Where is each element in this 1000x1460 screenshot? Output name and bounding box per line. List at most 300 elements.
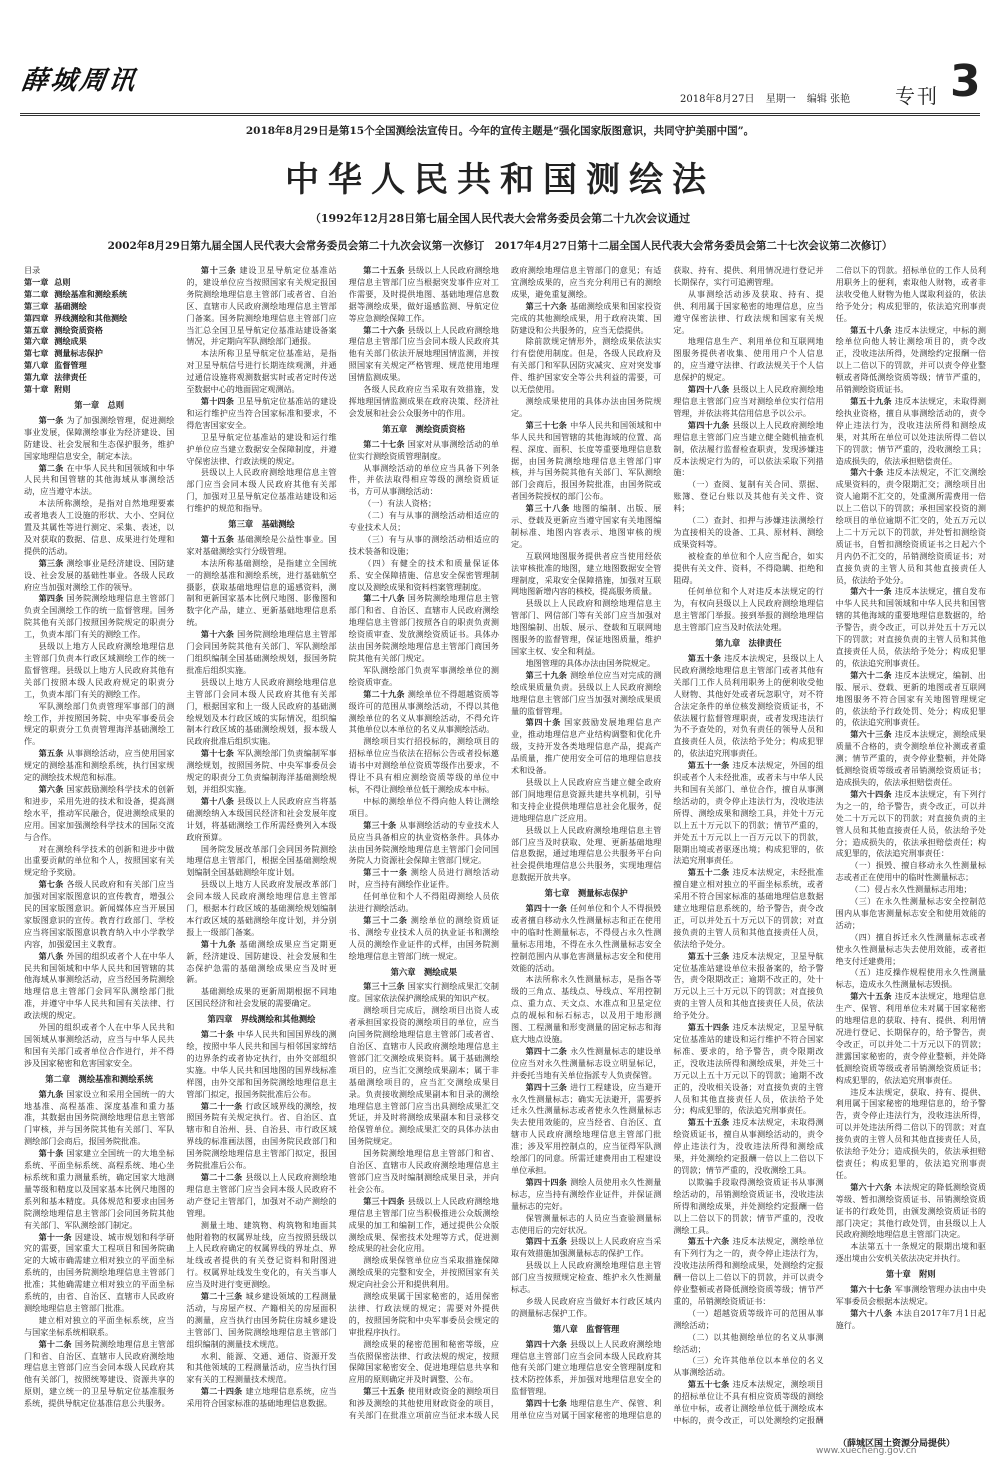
article-text: 国务院发展改革部门会同国务院测绘地理信息主管部门，根据全国基础测绘规划编制全国基础测绘年度计划。 bbox=[186, 843, 337, 878]
article-text: （三）在永久性测量标志安全控制范围内从事危害测量标志安全和使用效能的活动； bbox=[835, 896, 986, 930]
article-number: 第五十五条 bbox=[687, 1117, 730, 1128]
article-paragraph bbox=[349, 325, 499, 385]
article-text: 军事测绘管理办法由中央军事委员会根据本法规定。 bbox=[835, 1284, 986, 1306]
header-rule-thin bbox=[20, 115, 980, 116]
paragraph bbox=[24, 641, 174, 701]
article-text: 县级以上人民政府测绘地理信息主管部门应当建立健全随机抽查机制，依法履行监督检查职责，发现涉嫌违反本法规定行为的，可以依法采取下列措施： bbox=[673, 419, 824, 478]
paragraph bbox=[511, 551, 661, 599]
article-text: （一）查阅、复制有关合同、票据、账簿、登记台账以及其他有关文件、资料； bbox=[673, 479, 824, 514]
article-paragraph bbox=[186, 396, 336, 432]
toc-chapter-number: 第四章 bbox=[24, 312, 49, 323]
paragraph bbox=[24, 844, 174, 880]
article-text: 违反本法规定，县级以上人民政府测绘地理信息主管部门或者其他有关部门工作人员利用职务上的便利收受他人财物、其他好处或者玩忽职守，对不符合法定条件的单位核发测绘资质证书，不依法履行监督管理职责，或者发现违法行为不予查处的，对负有责任的领导人员和直接责任人员，依法给予处分；构成犯罪的，依法追究刑事责任。 bbox=[673, 653, 824, 759]
paragraph bbox=[349, 665, 499, 689]
article-text: 违反本法规定，外国的组织或者个人未经批准，或者未与中华人民共和国有关部门、单位合作，擅自从事测绘活动的，责令停止违法行为，没收违法所得、测绘成果和测绘工具，并处十万元以上五十万元以下的罚款；情节严重的，并处五十万元以上一百万元以下的罚款，限期出境或者驱逐出境；构成犯罪的，依法追究刑事责任。 bbox=[673, 760, 824, 866]
article-paragraph bbox=[836, 1308, 986, 1332]
paragraph bbox=[673, 336, 823, 384]
article-text: 对在测绘科学技术的创新和进步中做出重要贡献的单位和个人，按照国家有关规定给予奖励。 bbox=[24, 843, 175, 878]
adoption-note: （1992年12月28日第七届全国人民代表大会常务委员会第二十九次会议通过 bbox=[309, 212, 691, 225]
article-text: 中标的测绘单位不得向他人转让测绘项目。 bbox=[348, 795, 499, 818]
paragraph bbox=[836, 1087, 986, 1182]
article-paragraph bbox=[24, 463, 174, 499]
article-paragraph bbox=[186, 1291, 336, 1351]
paragraph bbox=[186, 844, 336, 880]
paragraph bbox=[24, 701, 174, 749]
article-number: 第四十二条 bbox=[525, 1045, 568, 1056]
article-paragraph bbox=[24, 879, 174, 950]
article-paragraph bbox=[836, 789, 986, 860]
article-paragraph bbox=[186, 1029, 336, 1100]
article-text: 违反本法规定，卫星导航定位基准站建设单位未报备案的，给予警告，责令限期改正；逾期不改正的，处十万元以上三十万元以下的罚款；对直接负责的主管人员和其他直接责任人员，依法给予处分。 bbox=[673, 950, 824, 1021]
paragraph bbox=[349, 796, 499, 820]
article-number: 第六十一条 bbox=[850, 586, 892, 597]
paragraph bbox=[511, 396, 661, 420]
article-text: 县级以上人民政府测绘地理信息主管部门应当积极推进公众版测绘成果的加工和编制工作，通过提供公众版测绘成果、保密技术处理等方式，促进测绘成果的社会化应用。 bbox=[348, 1195, 499, 1254]
article-paragraph bbox=[24, 1232, 174, 1315]
article-text: 因建设、城市规划和科学研究的需要，国家重大工程项目和国务院确定的大城市确需建立相对独立的平面坐标系统的，由国务院测绘地理信息主管部门批准；其他确需建立相对独立的平面坐标系统的，由省、自治区、直辖市人民政府测绘地理信息主管部门批准。 bbox=[24, 1231, 175, 1313]
article-number: 第四十一条 bbox=[525, 903, 568, 914]
paragraph bbox=[836, 967, 986, 991]
article-text: 保管测量标志的人员应当查验测量标志使用后的完好状况。 bbox=[510, 1212, 662, 1235]
paragraph bbox=[836, 896, 986, 932]
paragraph bbox=[186, 348, 336, 396]
article-text: 测绘单位应当对完成的测绘成果质量负责。县级以上人民政府测绘地理信息主管部门应当加强对测绘成果质量的监督管理。 bbox=[510, 669, 662, 716]
article-number: 第五十六条 bbox=[687, 1236, 730, 1247]
article-text: 县级以上人民政府和测绘地理信息主管部门、网信部门等有关部门应当加强对地图编制、出版、展示、登载和互联网地图服务的监督管理，保证地图质量，维护国家主权、安全和利益。 bbox=[510, 598, 662, 656]
article-paragraph bbox=[24, 415, 174, 463]
article-text: 国家设立和采用全国统一的大地基准、高程基准、深度基准和重力基准，其数据由国务院测绘地理信息主管部门审核，并与国务院其他有关部门、军队测绘部门会商后，报国务院批准。 bbox=[24, 1088, 175, 1147]
paragraph bbox=[511, 974, 661, 1045]
paragraph bbox=[349, 1255, 499, 1291]
article-paragraph bbox=[186, 1172, 336, 1220]
article-text: 行政区域界线的测绘，按照国务院有关规定执行。省、自治区、直辖市和自治州、县、自治县、市行政区域界线的标准画法图，由国务院民政部门和国务院测绘地理信息主管部门拟定，报国务院批准后公布。 bbox=[186, 1100, 337, 1171]
article-number: 第五十四条 bbox=[687, 1022, 730, 1033]
article-number: 第十六条 bbox=[200, 629, 235, 640]
article-text: （二）有与从事的测绘活动相适应的专业技术人员； bbox=[348, 510, 499, 533]
article-text: 外国的组织或者个人在中华人民共和国领域从事测绘活动，应当与中华人民共和国有关部门或者单位合作进行，并不得涉及国家秘密和危害国家安全。 bbox=[24, 1022, 175, 1068]
toc-chapter-number: 第五章 bbox=[24, 324, 49, 335]
article-text: 从事测绘活动的单位应当具备下列条件，并依法取得相应等级的测绘资质证书，方可从事测绘活动： bbox=[348, 462, 499, 497]
article-number: 第四十条 bbox=[525, 717, 562, 728]
article-text: 乡级人民政府应当做好本行政区域内的测量标志保护工作。 bbox=[510, 1295, 662, 1318]
article-paragraph bbox=[511, 903, 661, 974]
paragraph bbox=[673, 1177, 823, 1237]
article-text: 建立相对独立的平面坐标系统，应当与国家坐标系统相联系。 bbox=[24, 1314, 175, 1337]
article-number: 第七条 bbox=[38, 879, 64, 890]
toc-chapter-name: 界线测绘和其他测绘 bbox=[54, 312, 128, 323]
paragraph bbox=[186, 467, 336, 515]
article-number: 第三十二条 bbox=[363, 914, 408, 925]
article-number: 第五条 bbox=[38, 748, 64, 759]
paragraph bbox=[511, 1296, 661, 1320]
article-text: （五）违反操作规程使用永久性测量标志，造成永久性测量标志毁损。 bbox=[835, 967, 986, 990]
paragraph bbox=[186, 432, 336, 468]
publicity-notice: 2018年8月29日是第15个全国测绘法宣传日。今年的宣传主题是“强化国家版图意识，共同守护美丽中国”。 bbox=[245, 125, 755, 137]
toc-item bbox=[24, 384, 174, 396]
masthead bbox=[0, 0, 1000, 120]
article-text: 县级以上人民政府应当将基础测绘纳入本级国民经济和社会发展年度计划，将基础测绘工作所需经费列入本级政府预算。 bbox=[186, 795, 337, 842]
paragraph bbox=[673, 1355, 823, 1379]
article-text: 违反本法规定，测绘成果质量不合格的，责令测绘单位补测或者重测；情节严重的，责令停业整顿，并处降低测绘资质等级或者吊销测绘资质证书；造成损失的，依法承担赔偿责任。 bbox=[835, 729, 986, 787]
toc-item bbox=[24, 348, 174, 360]
article-text: 违反本法规定，编制、出版、展示、登载、更新的地图或者互联网地图服务不符合国家有关地图管理规定的，依法给予行政处罚、处分；构成犯罪的，依法追究刑事责任。 bbox=[835, 669, 986, 728]
toc-chapter-number: 第二章 bbox=[24, 288, 49, 299]
toc-chapter-number: 第一章 bbox=[24, 276, 49, 287]
article-text: 任何单位和个人对违反本法规定的行为，有权向县级以上人民政府测绘地理信息主管部门举报。接到举报的测绘地理信息主管部门应当及时依法处理。 bbox=[673, 586, 824, 633]
toc-chapter-name: 测绘基准和测绘系统 bbox=[54, 288, 128, 299]
article-paragraph bbox=[349, 1196, 499, 1256]
article-paragraph bbox=[511, 1082, 661, 1177]
article-paragraph bbox=[511, 1046, 661, 1082]
paragraph bbox=[186, 558, 336, 629]
paragraph bbox=[511, 658, 661, 670]
paragraph bbox=[836, 860, 986, 884]
article-number: 第十九条 bbox=[200, 938, 237, 949]
paragraph bbox=[511, 777, 661, 825]
article-number: 第三十三条 bbox=[363, 981, 405, 992]
paragraph bbox=[349, 736, 499, 796]
article-paragraph bbox=[186, 1386, 336, 1410]
paragraph bbox=[24, 498, 174, 558]
article-paragraph bbox=[24, 1339, 174, 1410]
article-text: 国家实行测绘成果汇交制度。国家依法保护测绘成果的知识产权。 bbox=[348, 981, 499, 1004]
paragraph bbox=[836, 932, 986, 968]
paragraph bbox=[349, 1148, 499, 1196]
article-number: 第二十三条 bbox=[200, 1291, 243, 1302]
chapter-heading: 第十章 附则 bbox=[885, 1269, 936, 1280]
toc-chapter-number: 第九章 bbox=[24, 372, 49, 383]
article-text: 县级以上人民政府应当采取有效措施加强测量标志的保护工作。 bbox=[510, 1236, 662, 1259]
article-number: 第四十五条 bbox=[525, 1236, 568, 1247]
article-text: 任何单位和个人不得损毁或者擅自移动永久性测量标志和正在使用中的临时性测量标志，不得侵占永久性测量标志用地，不得在永久性测量标志安全控制范围内从事危害测量标志安全和使用效能的活动。 bbox=[510, 903, 662, 973]
article-paragraph bbox=[349, 439, 499, 463]
article-paragraph bbox=[673, 951, 823, 1022]
article-number: 第六十六条 bbox=[850, 1181, 892, 1192]
paragraph bbox=[349, 534, 499, 558]
article-paragraph bbox=[349, 867, 499, 891]
article-text: 县级以上人民政府测绘地理信息主管部门应当及时获取、处理、更新基础地理信息数据，通过地理信息公共服务平台向社会提供地理信息公共服务，实现地理信息数据开放共享。 bbox=[510, 824, 662, 883]
article-number: 第十八条 bbox=[200, 795, 235, 806]
article-number: 第十二条 bbox=[38, 1338, 72, 1349]
article-text: 违反本法规定，未经批准擅自建立相对独立的平面坐标系统，或者采用不符合国家标准的基础地理信息数据建立地理信息系统的，给予警告，责令改正，可以并处五十万元以下的罚款；对直接负责的主管人员和其他直接责任人员，依法给予处分。 bbox=[673, 867, 824, 949]
article-text: 军队测绘部门负责军事测绘单位的测绘资质审查。 bbox=[348, 664, 499, 687]
article-number: 第六十五条 bbox=[850, 991, 892, 1002]
article-paragraph bbox=[673, 420, 823, 480]
chapter-heading: 第七章 测量标志保护 bbox=[544, 888, 628, 899]
article-paragraph bbox=[673, 384, 823, 420]
toc-title: 目录 bbox=[24, 265, 41, 275]
article-text: 国务院测绘地理信息主管部门会同国务院其他有关部门、军队测绘部门组织编制全国基础测绘规划，报国务院批准后组织实施。 bbox=[186, 629, 337, 675]
article-paragraph bbox=[186, 1101, 336, 1172]
article-text: 测绘成果使用的具体办法由国务院规定。 bbox=[510, 395, 662, 418]
article-text: 从事测绘活动的专业技术人员应当具备相应的执业资格条件。具体办法由国务院测绘地理信息主管部门会同国务院人力资源社会保障主管部门规定。 bbox=[348, 819, 499, 866]
article-number: 第五十八条 bbox=[850, 324, 892, 335]
article-number: 第三十九条 bbox=[525, 669, 568, 680]
article-text: （二）以其他测绘单位的名义从事测绘活动； bbox=[673, 1331, 824, 1354]
article-number: 第二十七条 bbox=[363, 438, 405, 449]
paragraph bbox=[511, 336, 661, 396]
article-paragraph bbox=[673, 1022, 823, 1117]
article-text: （四）擅自拆迁永久性测量标志或者使永久性测量标志失去使用效能，或者拒绝支付迁建费用； bbox=[835, 931, 986, 966]
article-text: 被检查的单位和个人应当配合，如实提供有关文件、资料，不得隐瞒、拒绝和阻碍。 bbox=[673, 550, 824, 585]
article-text: 测绘项目完成后，测绘项目出资人或者承担国家投资的测绘项目的单位，应当向国务院测绘地理信息主管部门或者省、自治区、直辖市人民政府测绘地理信息主管部门汇交测绘成果资料。属于基础测绘项目的，应当汇交测绘成果副本；属于非基础测绘项目的，应当汇交测绘成果目录。负责接收测绘成果副本和目录的测绘地理信息主管部门应当出具测绘成果汇交凭证，并及时将测绘成果副本和目录移交给保管单位。测绘成果汇交的具体办法由国务院规定。 bbox=[348, 1005, 499, 1147]
paragraph bbox=[673, 551, 823, 587]
paragraph bbox=[511, 1260, 661, 1296]
article-number: 第六十八条 bbox=[850, 1307, 893, 1318]
article-text: 互联网地图服务提供者应当使用经依法审核批准的地图，建立地图数据安全管理制度，采取安全保障措施，加强对互联网地图新增内容的核校，提高服务质量。 bbox=[510, 550, 662, 597]
article-text: 县级以上地方人民政府测绘地理信息主管部门会同本级人民政府其他有关部门，根据国家和上一级人民政府的基础测绘规划及本行政区域的实际情况，组织编制本行政区域的基础测绘规划，报本级人民政府批准后组织实施。 bbox=[186, 676, 337, 747]
article-text: 违反本法规定，不汇交测绘成果资料的，责令限期汇交；测绘项目出资人逾期不汇交的，处重测所需费用一倍以上二倍以下的罚款；承担国家投资的测绘项目的单位逾期不汇交的，处五万元以上二十万元以下的罚款，并处暂扣测绘资质证书，自暂扣测绘资质证书之日起六个月内仍不汇交的，吊销测绘资质证书；对直接负责的主管人员和其他直接责任人员，依法给予处分。 bbox=[835, 467, 986, 585]
article-text: 县级以上地方人民政府发展改革部门会同本级人民政府测绘地理信息主管部门，根据本行政区域的基础测绘规划编制本行政区域的基础测绘年度计划，并分别报上一级部门备案。 bbox=[186, 879, 337, 937]
article-number: 第三十一条 bbox=[363, 867, 408, 878]
article-paragraph bbox=[24, 748, 174, 784]
toc-chapter-number: 第十章 bbox=[24, 384, 49, 395]
article-paragraph bbox=[24, 1089, 174, 1149]
article-paragraph bbox=[349, 915, 499, 963]
article-paragraph bbox=[673, 867, 823, 950]
paragraph bbox=[186, 986, 336, 1010]
article-text: 各级人民政府应当采取有效措施，发挥地理国情监测成果在政府决策、经济社会发展和社会公众服务中的作用。 bbox=[348, 384, 499, 418]
article-text: 测绘人员进行测绘活动时，应当持有测绘作业证件。 bbox=[348, 867, 499, 890]
article-number: 第二十六条 bbox=[363, 324, 405, 335]
toc-item bbox=[24, 313, 174, 325]
article-paragraph bbox=[349, 820, 499, 868]
article-paragraph bbox=[186, 796, 336, 844]
article-number: 第三十六条 bbox=[525, 300, 568, 311]
article-text: 测绘人员使用永久性测量标志，应当持有测绘作业证件，并保证测量标志的完好。 bbox=[510, 1176, 662, 1211]
section-label: 专刊 bbox=[895, 84, 939, 108]
article-number: 第十七条 bbox=[200, 748, 235, 759]
article-paragraph bbox=[24, 558, 174, 594]
article-paragraph bbox=[836, 325, 986, 396]
paragraph bbox=[836, 884, 986, 896]
page-number: 3 bbox=[950, 56, 981, 107]
article-text: 县级以上人民政府测绘地理信息主管部门应当根据突发事件应对工作需要，及时提供地图、基础地理信息数据等测绘成果，做好遥感监测、导航定位等应急测绘保障工作。 bbox=[348, 265, 499, 323]
paragraph bbox=[24, 1315, 174, 1339]
article-text: 本法自2017年7月1日起施行。 bbox=[835, 1307, 986, 1330]
article-text: 在中华人民共和国领域和中华人民共和国管辖的其他海域从事测绘活动，应当遵守本法。 bbox=[24, 462, 175, 497]
article-number: 第五十七条 bbox=[687, 1379, 730, 1390]
table-of-contents bbox=[24, 277, 174, 396]
toc-chapter-name: 测绘成果 bbox=[54, 336, 87, 347]
article-number: 第四十七条 bbox=[525, 1398, 568, 1409]
article-number: 第二十五条 bbox=[363, 265, 405, 275]
article-paragraph bbox=[511, 503, 661, 551]
toc-item bbox=[24, 372, 174, 384]
article-number: 第二十二条 bbox=[200, 1171, 243, 1182]
article-text: 违反本法规定，测绘项目的招标单位让不具有相应资质等级的测绘单位中标，或者让测绘单位低于测绘成本中标的，责令改正，可以处测绘约定报酬二倍以下的罚款。招标单位的工作人员利用职务上的便利，索取他人财物，或者非法收受他人财物为他人谋取利益的，依法给予处分；构成犯罪的，依法追究刑事责任。 bbox=[673, 265, 986, 1425]
article-text: 以欺骗手段取得测绘资质证书从事测绘活动的，吊销测绘资质证书，没收违法所得和测绘成果，并处测绘约定报酬一倍以上二倍以下的罚款；情节严重的，没收测绘工具。 bbox=[673, 1176, 824, 1235]
article-paragraph bbox=[24, 1148, 174, 1231]
article-paragraph bbox=[836, 467, 986, 586]
article-number: 第五十二条 bbox=[687, 867, 730, 878]
article-text: 县级以上地方人民政府测绘地理信息主管部门负责本行政区域测绘工作的统一监督管理。县级以上地方人民政府其他有关部门按照本级人民政府规定的职责分工，负责本部门有关的测绘工作。 bbox=[24, 641, 175, 699]
article-text: 中华人民共和国国界线的测绘，按照中华人民共和国与相邻国家缔结的边界条约或者协定执行，由外交部组织实施。中华人民共和国地图的国界线标准样图，由外交部和国务院测绘地理信息主管部门拟定，报国务院批准后公布。 bbox=[186, 1029, 337, 1099]
article-text: 军队测绘部门负责管理军事部门的测绘工作，并按照国务院、中央军事委员会规定的职责分工负责管理海洋基础测绘工作。 bbox=[24, 700, 175, 747]
article-paragraph bbox=[836, 991, 986, 1086]
article-text: 县级以上人民政府应当建立健全政府部门间地理信息资源共建共享机制，引导和支持企业提供地理信息社会化服务，促进地理信息广泛应用。 bbox=[510, 776, 662, 823]
article-text: 县级以上人民政府测绘地理信息主管部门应当会同本级人民政府其他有关部门，加强对卫星导航定位基准站建设和运行维护的规范和指导。 bbox=[186, 467, 337, 514]
article-text: 地理信息生产、保管、利用单位应当对属于国家秘密的地理信息的获取、持有、提供、利用情况进行登记并长期保存，实行可追溯管理。 bbox=[510, 265, 824, 1421]
article-number: 第四十三条 bbox=[525, 1081, 568, 1092]
toc-item bbox=[24, 325, 174, 337]
toc-chapter-name: 附则 bbox=[54, 384, 71, 395]
article-text: 建立地理信息系统，应当采用符合国家标准的基础地理信息数据。 bbox=[186, 1386, 337, 1409]
article-paragraph bbox=[349, 981, 499, 1005]
article-number: 第六十七条 bbox=[850, 1284, 892, 1295]
article-text: 本法所称卫星导航定位基准站，是指对卫星导航信号进行长期连续观测，并通过通信设施将观测数据实时或者定时传送至数据中心的地面固定观测站。 bbox=[186, 348, 337, 395]
toc-chapter-number: 第六章 bbox=[24, 336, 49, 347]
article-text: 基础测绘成果和国家投资完成的其他测绘成果，用于政府决策、国防建设和公共服务的，应当无偿提供。 bbox=[510, 300, 662, 335]
paragraph bbox=[349, 1339, 499, 1387]
paragraph bbox=[186, 879, 336, 939]
article-text: 测绘成果属于国家秘密的，适用保密法律、行政法规的规定；需要对外提供的，按照国务院和中央军事委员会规定的审批程序执行。 bbox=[348, 1291, 499, 1337]
site-watermark: www.xuecheng.gov.cn bbox=[816, 1446, 917, 1456]
article-text: 国务院测绘地理信息主管部门和省、自治区、直辖市人民政府测绘地理信息主管部门应当及时编制测绘成果目录，并向社会公布。 bbox=[348, 1148, 499, 1194]
article-number: 第六十三条 bbox=[850, 729, 892, 740]
toc-chapter-number: 第八章 bbox=[24, 360, 49, 371]
paragraph bbox=[349, 1291, 499, 1339]
article-text: 违反本法规定，获取、持有、提供、利用属于国家秘密的地理信息的，给予警告，责令停止违法行为，没收违法所得，可以并处违法所得二倍以下的罚款；对直接负责的主管人员和其他直接责任人员，依法给予处分；造成损失的，依法承担赔偿责任；构成犯罪的，依法追究刑事责任。 bbox=[835, 1086, 986, 1180]
toc-chapter-name: 测量标志保护 bbox=[54, 348, 103, 359]
article-text: 基础测绘是公益性事业。国家对基础测绘实行分级管理。 bbox=[186, 533, 337, 556]
paragraph bbox=[511, 825, 661, 885]
page-title: 中华人民共和国测绘法 bbox=[285, 160, 715, 200]
article-paragraph bbox=[836, 1182, 986, 1242]
article-number: 第九条 bbox=[38, 1088, 64, 1099]
article-text: 外国的组织或者个人在中华人民共和国领域和中华人民共和国管辖的其他海域从事测绘活动，应当经国务院测绘地理信息主管部门会同军队测绘部门批准，并遵守中华人民共和国有关法律、行政法规的规定。 bbox=[24, 950, 175, 1021]
article-paragraph bbox=[511, 1236, 661, 1260]
article-number: 第五十条 bbox=[687, 653, 722, 663]
article-text: 建设卫星导航定位基准站的，建设单位应当按照国家有关规定报国务院测绘地理信息主管部门或者省、自治区、直辖市人民政府测绘地理信息主管部门备案。国务院测绘地理信息主管部门应当汇总全国卫星导航定位基准站建设备案情况，并定期向军队测绘部门通报。 bbox=[186, 265, 337, 347]
article-number: 第四十九条 bbox=[687, 419, 730, 430]
toc-chapter-name: 测绘资质资格 bbox=[54, 324, 103, 335]
article-number: 第二十八条 bbox=[363, 593, 405, 604]
toc-chapter-name: 总则 bbox=[54, 276, 71, 287]
article-paragraph bbox=[836, 729, 986, 789]
article-number: 第二条 bbox=[38, 462, 64, 473]
paragraph bbox=[349, 463, 499, 499]
revision-note: 2002年8月29日第九届全国人民代表大会常务委员会第二十九次会议第一次修订 2017年4月27日第十二届全国人民代表大会常务委员会第二十七次会议第二次修订） bbox=[107, 240, 893, 252]
newspaper-logo: 薛城周讯 bbox=[19, 66, 140, 96]
paragraph bbox=[836, 1241, 986, 1265]
paragraph bbox=[349, 498, 499, 510]
article-paragraph bbox=[511, 1177, 661, 1213]
article-text: 国家对从事测绘活动的单位实行测绘资质管理制度。 bbox=[348, 438, 499, 461]
chapter-heading: 第五章 测绘资质资格 bbox=[382, 423, 466, 434]
toc-chapter-number: 第三章 bbox=[24, 300, 49, 311]
article-number: 第六十条 bbox=[850, 467, 884, 478]
article-text: 国家鼓励发展地理信息产业，推动地理信息产业结构调整和优化升级，支持开发各类地理信息产品，提高产品质量，推广使用安全可信的地理信息技术和设备。 bbox=[510, 717, 662, 776]
article-number: 第四十八条 bbox=[687, 384, 730, 395]
editor-credit: 编辑 张艳 bbox=[806, 94, 851, 105]
article-text: 水利、能源、交通、通信、资源开发和其他领域的工程测量活动，应当执行国家有关的工程测量技术规范。 bbox=[186, 1350, 337, 1385]
law-body bbox=[24, 265, 986, 1433]
article-text: 国务院测绘地理信息主管部门和省、自治区、直辖市人民政府测绘地理信息主管部门应当会同本级人民政府其他有关部门，按照统筹建设、资源共享的原则，建立统一的卫星导航定位基准服务系统，提供导航定位基准信息公共服务。 bbox=[24, 1338, 175, 1409]
paragraph bbox=[186, 677, 336, 748]
article-text: 从事测绘活动，应当使用国家规定的测绘基准和测绘系统，执行国家规定的测绘技术规范和标准。 bbox=[24, 748, 175, 783]
article-text: 违反本法规定，擅自发布中华人民共和国领域和中华人民共和国管辖的其他海域的重要地理信息数据的，给予警告，责令改正，可以并处五十万元以下的罚款；对直接负责的主管人员和其他直接责任人员，依法给予处分；构成犯罪的，依法追究刑事责任。 bbox=[835, 586, 986, 668]
article-text: 本法规定的降低测绘资质等级、暂扣测绘资质证书、吊销测绘资质证书的行政处罚，由颁发测绘资质证书的部门决定；其他行政处罚，由县级以上人民政府测绘地理信息主管部门决定。 bbox=[835, 1181, 986, 1240]
paragraph bbox=[186, 1220, 336, 1291]
paragraph bbox=[673, 479, 823, 515]
article-number: 第二十条 bbox=[200, 1029, 235, 1040]
article-text: 军队测绘部门负责编制军事测绘规划，按照国务院、中央军事委员会规定的职责分工负责编制海洋基础测绘规划，并组织实施。 bbox=[186, 748, 337, 794]
article-number: 第四十四条 bbox=[525, 1176, 568, 1187]
article-text: 测量土地、建筑物、构筑物和地面其他附着物的权属界址线，应当按照县级以上人民政府确定的权属界线的界址点、界址线或者提供的有关登记资料和附图进行。权属界址线发生变化的，有关当事人应当及时进行变更测绘。 bbox=[186, 1219, 337, 1290]
paragraph bbox=[673, 586, 823, 634]
article-text: 违反本法规定，中标的测绘单位向他人转让测绘项目的，责令改正，没收违法所得，处测绘约定报酬一倍以上二倍以下的罚款，并可以责令停业整顿或者降低测绘资质等级；情节严重的，吊销测绘资质证书。 bbox=[835, 324, 986, 395]
paragraph bbox=[511, 1213, 661, 1237]
paragraph bbox=[673, 1308, 823, 1332]
article-number: 第六条 bbox=[38, 783, 64, 794]
article-text: 各级人民政府和有关部门应当加强对国家版图意识的宣传教育，增强公民的国家版图意识。新闻媒体应当开展国家版图意识的宣传。教育行政部门、学校应当将国家版图意识教育纳入中小学教学内容，加强爱国主义教育。 bbox=[24, 879, 175, 949]
article-paragraph bbox=[511, 301, 661, 337]
chapter-heading: 第六章 测绘成果 bbox=[390, 966, 458, 977]
article-paragraph bbox=[511, 717, 661, 777]
article-paragraph bbox=[349, 689, 499, 737]
article-text: （一）损毁、擅自移动永久性测量标志或者正在使用中的临时性测量标志； bbox=[835, 860, 986, 883]
article-text: 地图的编制、出版、展示、登载及更新应当遵守国家有关地图编制标准、地图内容表示、地图审核的规定。 bbox=[510, 503, 662, 549]
issue-weekday: 星期一 bbox=[765, 94, 796, 105]
article-text: 测绘单位不得超越资质等级许可的范围从事测绘活动，不得以其他测绘单位的名义从事测绘活动，不得允许其他单位以本单位的名义从事测绘活动。 bbox=[348, 688, 499, 735]
header-rule bbox=[20, 113, 980, 114]
article-text: 国家鼓励测绘科学技术的创新和进步，采用先进的技术和设备，提高测绘水平，推动军民融合，促进测绘成果的应用。国家加强测绘科学技术的国际交流与合作。 bbox=[24, 783, 175, 842]
article-number: 第二十四条 bbox=[200, 1386, 243, 1397]
article-text: 测绘成果的秘密范围和秘密等级，应当依照保密法律、行政法规的规定，按照保障国家秘密安全、促进地理信息共享和应用的原则确定并及时调整、公布。 bbox=[348, 1338, 499, 1385]
article-number: 第八条 bbox=[38, 950, 64, 961]
article-number: 第十三条 bbox=[200, 265, 237, 275]
article-paragraph bbox=[836, 670, 986, 730]
article-number: 第五十九条 bbox=[850, 395, 892, 406]
issue-date: 2018年8月27日 bbox=[680, 94, 755, 105]
article-text: 县级以上人民政府测绘地理信息主管部门应当会同本级人民政府不动产登记主管部门，加强对不动产测绘的管理。 bbox=[186, 1171, 337, 1218]
article-paragraph bbox=[186, 939, 336, 987]
article-number: 第一条 bbox=[38, 414, 64, 425]
article-text: （一）有法人资格； bbox=[363, 498, 437, 509]
article-paragraph bbox=[836, 586, 986, 669]
article-paragraph bbox=[511, 1339, 661, 1399]
article-text: 县级以上人民政府测绘地理信息主管部门应当会同本级人民政府其他有关部门依法开展地理国情监测，并按照国家有关规定严格管理、规范使用地理国情监测成果。 bbox=[348, 324, 499, 383]
chapter-heading: 第八章 监督管理 bbox=[552, 1323, 620, 1334]
article-text: 测绘事业是经济建设、国防建设、社会发展的基础性事业。各级人民政府应当加强对测绘工作的领导。 bbox=[24, 557, 175, 592]
article-paragraph bbox=[186, 629, 336, 677]
article-text: 违反本法规定，地理信息生产、保管、利用单位未对属于国家秘密的地理信息的获取、持有、提供、利用情况进行登记、长期保存的，给予警告，责令改正，可以并处二十万元以下的罚款；泄露国家秘密的，责令停业整顿，并处降低测绘资质等级或者吊销测绘资质证书；构成犯罪的，依法追究刑事责任。 bbox=[835, 991, 986, 1085]
article-paragraph bbox=[836, 1284, 986, 1308]
article-paragraph bbox=[186, 534, 336, 558]
article-text: 地图管理的具体办法由国务院规定。 bbox=[525, 657, 656, 668]
article-number: 第四十六条 bbox=[525, 1338, 568, 1349]
article-text: 地理信息生产、利用单位和互联网地图服务提供者收集、使用用户个人信息的，应当遵守法律、行政法规关于个人信息保护的规定。 bbox=[673, 336, 824, 383]
article-text: 卫星导航定位基准站的建设和运行维护单位应当建立数据安全保障制度，并遵守保密法律、行政法规的规定。 bbox=[186, 431, 337, 466]
article-text: 违反本法规定，未取得测绘执业资格，擅自从事测绘活动的，责令停止违法行为，没收违法所得和测绘成果，对其所在单位可以处违法所得二倍以下的罚款；情节严重的，没收测绘工具；造成损失的，依法承担赔偿责任。 bbox=[835, 395, 986, 466]
article-number: 第三十五条 bbox=[363, 1386, 405, 1397]
article-number: 第十条 bbox=[38, 1148, 64, 1159]
paragraph bbox=[349, 384, 499, 420]
paragraph bbox=[511, 598, 661, 658]
article-number: 第三十四条 bbox=[363, 1195, 405, 1206]
article-text: 卫星导航定位基准站的建设和运行维护应当符合国家标准和要求，不得危害国家安全。 bbox=[186, 395, 337, 430]
article-text: 违反本法规定，有下列行为之一的，给予警告，责令改正，可以并处二十万元以下的罚款；对直接负责的主管人员和其他直接责任人员，依法给予处分；造成损失的，依法承担赔偿责任；构成犯罪的，依法追究刑事责任： bbox=[835, 788, 986, 859]
article-text: 县级以上人民政府测绘地理信息主管部门应当按照规定检查、维护永久性测量标志。 bbox=[510, 1260, 662, 1295]
article-number: 第三十条 bbox=[363, 819, 397, 830]
article-text: 中华人民共和国领域和中华人民共和国管辖的其他海域的位置、高程、深度、面积、长度等重要地理信息数据，由国务院测绘地理信息主管部门审核，并与国务院其他有关部门、军队测绘部门会商后，报国务院批准，由国务院或者国务院授权的部门公布。 bbox=[510, 419, 662, 502]
article-text: 基础测绘成果的更新周期根据不同地区国民经济和社会发展的需要确定。 bbox=[186, 986, 337, 1009]
article-text: （三）允许其他单位以本单位的名义从事测绘活动。 bbox=[673, 1355, 824, 1378]
toc-item bbox=[24, 289, 174, 301]
article-number: 第五十一条 bbox=[687, 760, 730, 771]
article-text: 县级以上人民政府测绘地理信息主管部门应当会同本级人民政府其他有关部门建立地理信息安全管理制度和技术防控体系，并加强对地理信息安全的监督管理。 bbox=[510, 1338, 662, 1397]
